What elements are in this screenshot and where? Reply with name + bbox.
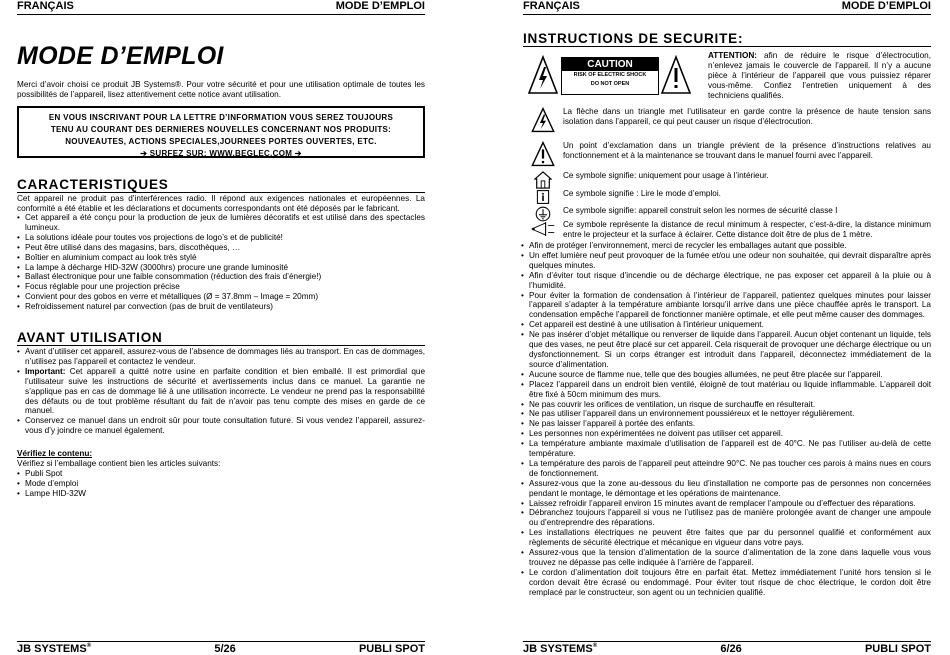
list-item: [17, 367, 425, 417]
left-page: [17, 0, 425, 654]
list-item: • Ballast électronique pour une faible consommation (réduction des frais d’énergie!): [17, 272, 425, 282]
list-item: • Laissez refroidir l’appareil environ 15 minutes avant de remplacer l’ampoule ou d’effectuer des réparations.: [521, 499, 931, 509]
list-item: • Les installations électriques ne peuvent être faites que par du personnel qualifié et conformément aux règlements de sécurité électrique et mécanique en vigueur dans votre pays.: [521, 528, 931, 548]
header-section: MODE D’EMPLOI: [841, 0, 931, 12]
class-description: Ce symbole signifie: appareil construit selon les normes de sécurité classe I: [563, 206, 838, 215]
header-section: MODE D’EMPLOI: [335, 0, 425, 12]
list-item: • Pour éviter la formation de condensation à l’intérieur de l’appareil, patientez quelques minutes pour laisser l’appareil s’adapter à la température ambiante lorsqu’il arrive dans une pièce chauffée après le transport. La condensation empêche l’appareil de fonctionner manière optimale, et elle peut même causer des dommages.: [521, 291, 931, 321]
lightning-triangle-icon: [528, 55, 558, 95]
brand-text: JB SYSTEMS: [17, 643, 87, 655]
newsletter-line-2: TENU AU COURANT DES DERNIERES NOUVELLES CONCERNANT NOS PRODUITS:: [50, 125, 392, 134]
verify-text: Vérifiez si l’emballage contient bien les articles suivants:: [17, 458, 221, 468]
footer-page-number: 5/26: [214, 643, 236, 655]
list-item: • Refroidissement naturel par convection (pas de bruit de ventilateurs): [17, 302, 425, 312]
list-item: • Afin de protéger l’environnement, merci de recycler les emballages autant que possible.: [521, 241, 931, 251]
verify-section: [17, 449, 425, 499]
list-item: • Convient pour des gobos en verre et métalliques (Ø = 37.8mm – Image = 20mm): [17, 292, 425, 302]
list-item: • Lampe HID-32W: [17, 489, 425, 499]
section-heading-avant-utilisation: AVANT UTILISATION: [17, 330, 425, 346]
attention-text: afin de réduire le risque d’électrocution, n’enlevez jamais le couvercle de l’appareil. Il n’y a aucune pièce à l’intérieur de l’appareil que vous puissiez réparer vous-même. Confiez l’entretien uniquement à des techniciens qualifiés.: [708, 51, 931, 100]
list-item: • Assurez-vous que la zone au-dessous du lieu d’installation ne comporte pas de personnes non concernées pendant le montage, le démontage et les opérations de maintenance.: [521, 479, 931, 499]
symbol-row-lightning: [523, 107, 931, 133]
caracteristiques-list: [17, 213, 425, 312]
list-item: • Focus réglable pour une projection précise: [17, 282, 425, 292]
manual-description: Ce symbole signifie : Lire le mode d’emploi.: [563, 189, 721, 198]
list-item: • Cet appareil a été conçu pour la production de jeux de lumières décoratifs et est utilisé dans des spectacles lumineux.: [17, 213, 425, 233]
page-footer: [17, 641, 425, 655]
list-item: • Ne pas insérer d’objet métallique ou renverser de liquide dans l’appareil. Aucun objet contenant un liquide, tels que des vases, ne peut être placé sur cet appareil. Cela risquerait de provoquer une décharge électrique ou un dysfonctionnement. Si un corps étranger est introduit dans l’appareil, déconnectez immédiatement de la source d’alimentation.: [521, 330, 931, 370]
symbol-row-exclamation: [523, 141, 931, 167]
caution-sticker: [561, 57, 659, 95]
caution-title: CAUTION: [562, 58, 658, 71]
contents-list: [17, 469, 425, 499]
list-item: • Ne pas laisser l’appareil à portée des enfants.: [521, 419, 931, 429]
footer-brand: [523, 643, 597, 655]
distance-description: Ce symbole représente la distance de recul minimum à respecter, c’est-à-dire, la distance minimum entre le projecteur et la surface à éclairer. Cette distance doit être de plus de 1 mètre.: [563, 220, 931, 239]
exclamation-description: Un point d’exclamation dans un triangle prévient de la présence d’instructions relatives au fonctionnement et à la maintenance se trouvant dans le manuel fourni avec l’appareil.: [563, 141, 931, 160]
newsletter-link[interactable]: ➔ SURFEZ SUR: WWW.BEGLEC.COM ➔: [140, 149, 302, 158]
caution-line-2: DO NOT OPEN: [590, 81, 630, 87]
caracteristiques-intro: Cet appareil ne produit pas d’interférences radio. Il répond aux exigences nationales et européennes. La conformité a été établie et les déclarations et documents correspondants ont été déposés par le fabricant.: [17, 194, 425, 213]
indoor-house-icon: [534, 171, 552, 189]
brand-text: JB SYSTEMS: [523, 643, 593, 655]
list-item: • Un effet lumière neuf peut provoquer de la fumée et/ou une odeur non souhaitée, qui devrait disparaître après quelques minutes.: [521, 251, 931, 271]
list-item: • Ne pas utiliser l’appareil dans un environnement poussiéreux et le nettoyer régulièrement.: [521, 409, 931, 419]
newsletter-box: [17, 106, 425, 158]
footer-product: PUBLI SPOT: [864, 643, 931, 655]
list-item: • Conservez ce manuel dans un endroit sûr pour toute consultation future. Si vous vendez l’appareil, assurez-vous d’y joindre ce manuel également.: [17, 416, 425, 436]
symbol-row-distance: [523, 220, 931, 240]
list-item: • Débranchez toujours l’appareil si vous ne l’utilisez pas de manière prolongée avant de changer une ampoule ou d’entreprendre des réparations.: [521, 508, 931, 528]
page-header: [17, 0, 425, 15]
important-text: Cet appareil a quitté notre usine en parfaite condition et bien emballé. Il est primordial que l’utilisateur suive les instructions de sécurité et avertissements inclus dans ce manuel. La garantie ne s’applique pas en cas de dommage lié à une utilisation incorrecte. Le vendeur ne prend pas la responsabilité des défauts ou de tout problème résultant du fait de n’avoir pas tenu compte des mises en garde de ce manuel.: [25, 366, 425, 416]
info-book-icon: [535, 189, 551, 205]
list-item: • Publi Spot: [17, 469, 425, 479]
safety-list: [521, 241, 931, 598]
list-item: • Placez l’appareil dans un endroit bien ventilé, éloigné de tout matériau ou liquide inflammable. L’appareil doit être fixé à 50cm minimum des murs.: [521, 380, 931, 400]
list-item: • Aucune source de flamme nue, telle que des bougies allumées, ne peut être placée sur l’appareil.: [521, 370, 931, 380]
footer-brand: [17, 643, 91, 655]
section-heading-securite: INSTRUCTIONS DE SECURITE:: [523, 31, 931, 47]
list-item: • Avant d’utiliser cet appareil, assurez-vous de l’absence de dommages liés au transport. En cas de dommages, n’utilisez pas l’appareil et contactez le vendeur.: [17, 347, 425, 367]
list-item: • Ne pas couvrir les orifices de ventilation, un risque de surchauffe en résulterait.: [521, 400, 931, 410]
list-item: • Cet appareil est destiné à une utilisation à l’intérieur uniquement.: [521, 320, 931, 330]
list-item: • La température ambiante maximale d’utilisation de l’appareil est de 40°C. Ne pas l’utiliser au-delà de cette température.: [521, 439, 931, 459]
header-language: FRANÇAIS: [17, 0, 74, 12]
header-language: FRANÇAIS: [523, 0, 580, 12]
list-item: • Boîtier en aluminium compact au look très stylé: [17, 253, 425, 263]
registered-mark: ®: [592, 643, 598, 649]
list-item: • La solutions idéale pour toutes vos projections de logo’s et de publicité!: [17, 233, 425, 243]
list-item: • Peut être utilisé dans des magasins, bars, discothèques, …: [17, 243, 425, 253]
list-item: • Le cordon d’alimentation doit toujours être en parfait état. Mettez immédiatement l’unité hors tension si le cordon devait être écrasé ou endommagé. Pour éviter tout risque de choc électrique, le cordon doit être remplacé par le constructeur, son agent ou un technicien qualifié.: [521, 568, 931, 598]
caution-line-1: RISK OF ELECTRIC SHOCK: [573, 72, 647, 78]
list-item: • Assurez-vous que la tension d’alimentation de la source d’alimentation de la zone dans laquelle vous vous trouvez ne dépasse pas celle indiquée à l’arrière de l’appareil.: [521, 548, 931, 568]
page-header: [523, 0, 931, 15]
lightning-description: La flèche dans un triangle met l’utilisateur en garde contre la présence de haute tension sans isolation dans l’appareil, ce qui peut causer un risque d’électrocution.: [563, 107, 931, 126]
list-item: • La lampe à décharge HID-32W (3000hrs) procure une grande luminosité: [17, 263, 425, 273]
newsletter-line-3: NOUVEAUTES, ACTIONS SPECIALES,JOURNEES PORTES OUVERTES, ETC.: [65, 137, 377, 146]
intro-paragraph: Merci d’avoir choisi ce produit JB Systems®. Pour votre sécurité et pour une utilisation optimale de toutes les possibilités de l’appareil, lisez attentivement cette notice avant utilisation.: [17, 80, 425, 99]
list-item: • Les personnes non expérimentées ne doivent pas utiliser cet appareil.: [521, 429, 931, 439]
list-item: • Mode d’emploi: [17, 479, 425, 489]
list-item: • Afin d’éviter tout risque d’incendie ou de décharge électrique, ne pas exposer cet appareil à la pluie ou à l’humidité.: [521, 271, 931, 291]
caution-label: [523, 52, 699, 98]
page-title: MODE D’EMPLOI: [17, 42, 224, 70]
important-label: Important:: [25, 366, 66, 376]
projection-distance-icon: [530, 220, 556, 238]
lightning-triangle-icon: [531, 107, 555, 133]
section-heading-caracteristiques: CARACTERISTIQUES: [17, 177, 425, 193]
exclamation-triangle-icon: [531, 141, 555, 167]
footer-product: PUBLI SPOT: [358, 643, 425, 655]
right-page: [523, 0, 931, 654]
verify-label: Vérifiez le contenu:: [17, 449, 93, 458]
list-item: • La température des parois de l’appareil peut atteindre 90°C. Ne pas toucher ces parois à mains nues en cours de fonctionnement.: [521, 459, 931, 479]
indoor-description: Ce symbole signifie: uniquement pour usage à l’intérieur.: [563, 171, 769, 180]
exclamation-triangle-icon: [661, 55, 691, 95]
page-footer: [523, 641, 931, 655]
newsletter-line-1: EN VOUS INSCRIVANT POUR LA LETTRE D’INFORMATION VOUS SEREZ TOUJOURS: [48, 113, 394, 122]
registered-mark: ®: [86, 643, 92, 649]
avant-utilisation-list: [17, 347, 425, 436]
symbol-row-indoor: [523, 171, 931, 189]
attention-label: ATTENTION:: [708, 51, 757, 60]
attention-paragraph: [708, 51, 931, 101]
footer-page-number: 6/26: [720, 643, 742, 655]
symbol-row-manual: [523, 189, 931, 205]
